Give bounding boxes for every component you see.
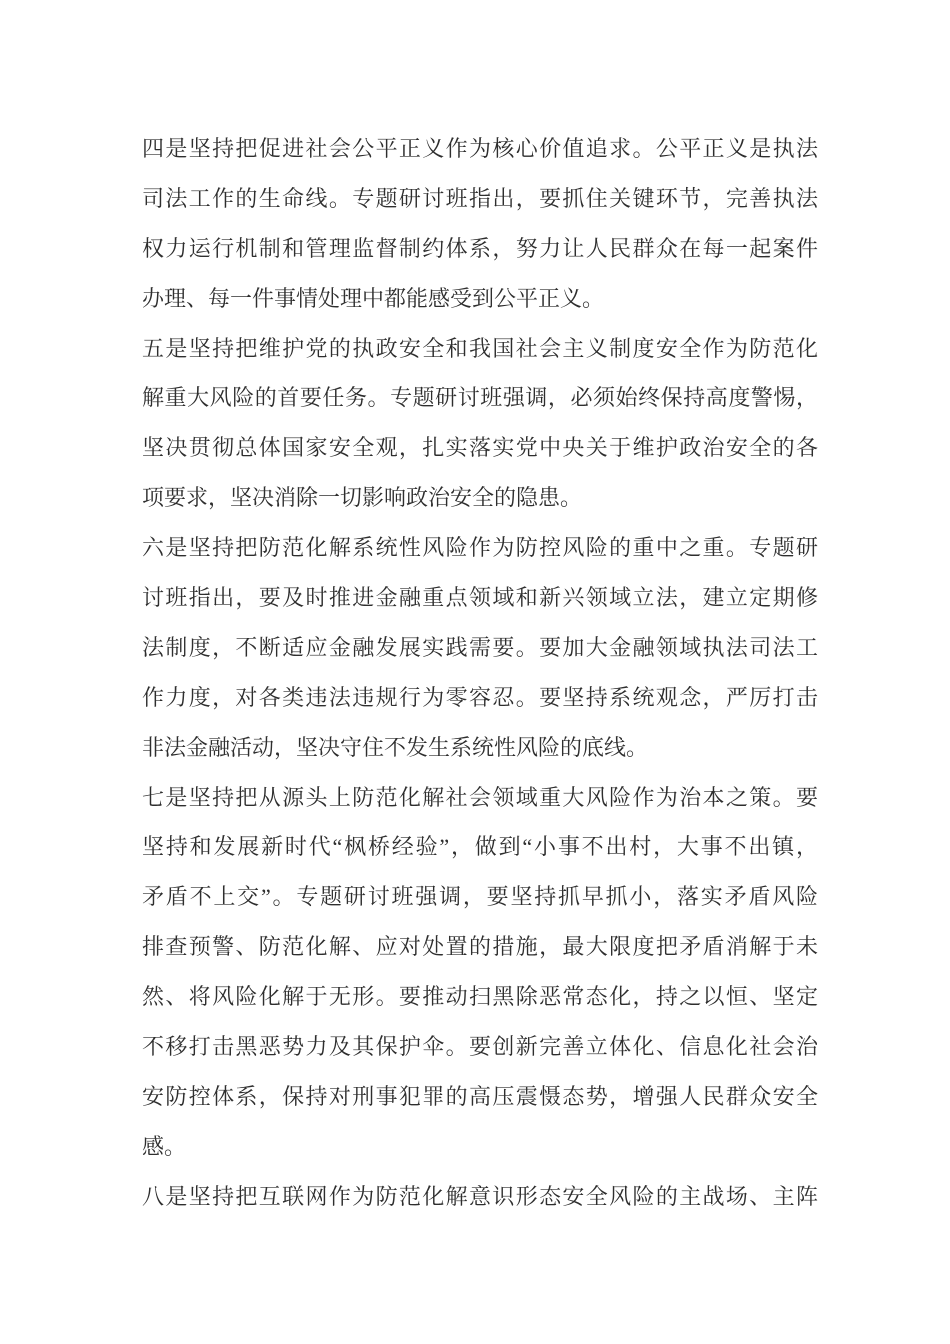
text-line: 八是坚持把互联网作为防范化解意识形态安全风险的主战场、主阵 <box>142 1183 818 1209</box>
paragraph-seven <box>142 773 818 1172</box>
text-line: 然、将风险化解于无形。要推动扫黑除恶常态化，持之以恒、坚定 <box>142 984 818 1010</box>
text-line: 矛盾不上交”。专题研讨班强调，要坚持抓早抓小，落实矛盾风险 <box>142 884 818 910</box>
text-block <box>142 124 818 1222</box>
text-line: 五是坚持把维护党的执政安全和我国社会主义制度安全作为防范化 <box>142 335 818 361</box>
paragraph-five <box>142 324 818 524</box>
paragraph-four <box>142 124 818 324</box>
text-line: 作力度，对各类违法违规行为零容忍。要坚持系统观念，严厉打击 <box>142 684 818 710</box>
text-line: 司法工作的生命线。专题研讨班指出，要抓住关键环节，完善执法 <box>142 185 818 211</box>
text-line: 解重大风险的首要任务。专题研讨班强调，必须始终保持高度警惕， <box>142 385 818 411</box>
text-line: 安防控体系，保持对刑事犯罪的高压震慑态势，增强人民群众安全 <box>142 1083 818 1109</box>
text-line: 项要求，坚决消除一切影响政治安全的隐患。 <box>142 485 583 511</box>
text-line: 不移打击黑恶势力及其保护伞。要创新完善立体化、信息化社会治 <box>142 1034 818 1060</box>
text-line: 法制度，不断适应金融发展实践需要。要加大金融领域执法司法工 <box>142 634 818 660</box>
text-line: 坚持和发展新时代“枫桥经验”，做到“小事不出村，大事不出镇， <box>142 834 818 860</box>
text-line: 六是坚持把防范化解系统性风险作为防控风险的重中之重。专题研 <box>142 535 818 561</box>
text-line: 办理、每一件事情处理中都能感受到公平正义。 <box>142 285 605 311</box>
text-line: 七是坚持把从源头上防范化解社会领域重大风险作为治本之策。要 <box>142 784 818 810</box>
text-line: 讨班指出，要及时推进金融重点领域和新兴领域立法，建立定期修 <box>142 585 818 611</box>
text-line: 权力运行机制和管理监督制约体系，努力让人民群众在每一起案件 <box>142 235 818 261</box>
text-line: 四是坚持把促进社会公平正义作为核心价值追求。公平正义是执法 <box>142 136 818 161</box>
text-line: 坚决贯彻总体国家安全观，扎实落实党中央关于维护政治安全的各 <box>142 435 818 461</box>
text-line: 感。 <box>142 1133 187 1159</box>
text-line: 排查预警、防范化解、应对处置的措施，最大限度把矛盾消解于未 <box>142 934 818 960</box>
paragraph-eight <box>142 1172 818 1222</box>
text-line: 非法金融活动，坚决守住不发生系统性风险的底线。 <box>142 734 649 760</box>
paragraph-six <box>142 523 818 772</box>
